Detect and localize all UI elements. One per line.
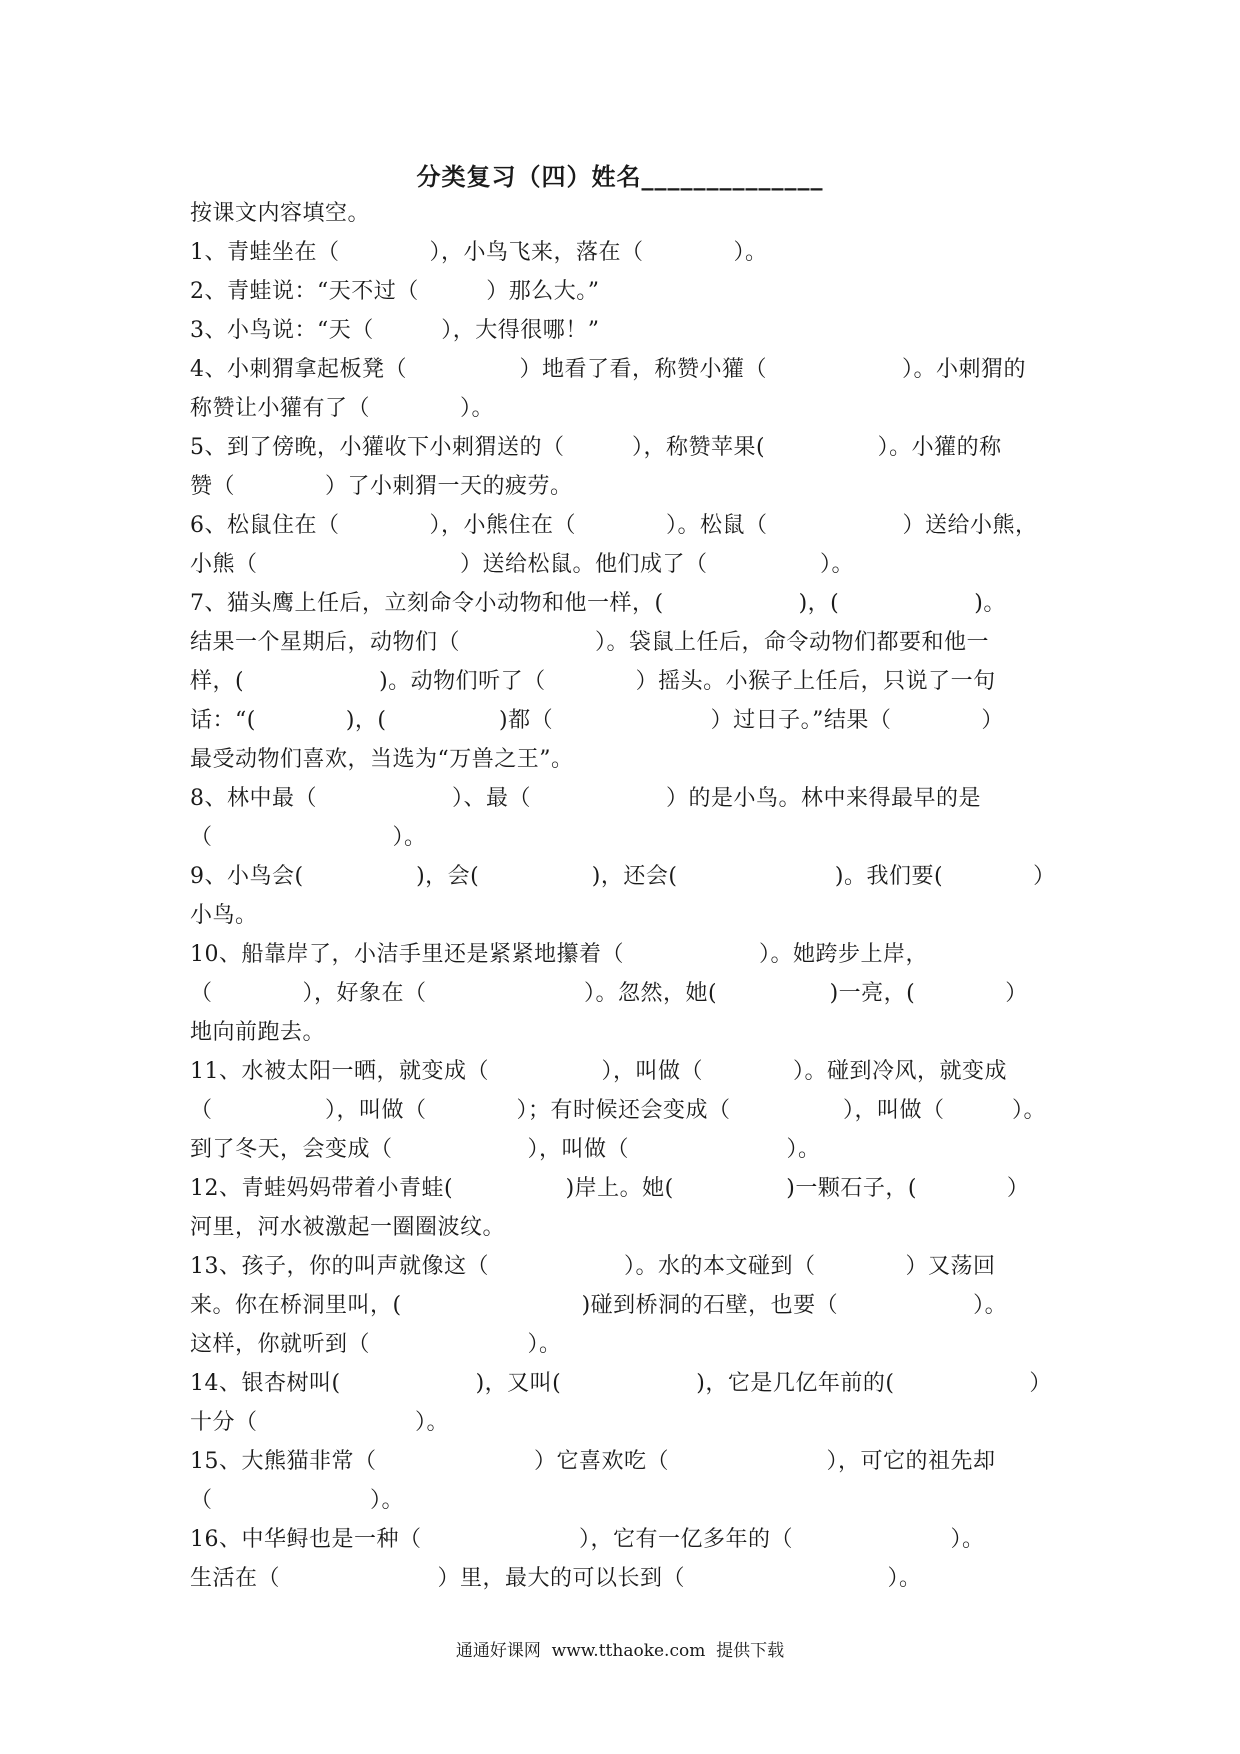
- question-line: 12、青蛙妈妈带着小青蛙( )岸上。她( )一颗石子，( ）: [190, 1176, 1030, 1201]
- question-line: 7、猫头鹰上任后，立刻命令小动物和他一样，( )，( )。: [190, 591, 1006, 616]
- question-line: 结果一个星期后，动物们（ ）。袋鼠上任后，命令动物们都要和他一: [190, 630, 990, 655]
- question-line: 十分（ ）。: [190, 1410, 450, 1435]
- footer-credit: 通通好课网 www.tthaoke.com 提供下载: [455, 1641, 785, 1661]
- question-line: 4、小刺猬拿起板凳（ ）地看了看，称赞小獾（ ）。小刺猬的: [190, 357, 1026, 382]
- question-line: 到了冬天，会变成（ ），叫做（ ）。: [190, 1137, 821, 1162]
- instruction-text: 按课文内容填空。: [190, 201, 371, 226]
- page-title: 分类复习（四）姓名______________: [416, 162, 824, 191]
- question-line: 小鸟。: [190, 903, 258, 928]
- question-line: 河里，河水被激起一圈圈波纹。: [190, 1215, 506, 1240]
- question-line: 话：“( )，( )都（ ）过日子。”结果（ ）: [190, 708, 1004, 733]
- question-line: 地向前跑去。: [190, 1020, 326, 1045]
- question-line: 这样，你就听到（ ）。: [190, 1332, 562, 1357]
- question-line: 5、到了傍晚，小獾收下小刺猬送的（ ），称赞苹果( ）。小獾的称: [190, 435, 1002, 460]
- question-line: 最受动物们喜欢，当选为“万兽之王”。: [190, 747, 574, 772]
- question-line: 10、船靠岸了，小洁手里还是紧紧地攥着（ ）。她跨步上岸，: [190, 942, 928, 967]
- question-line: （ ），叫做（ ）；有时候还会变成（ ），叫做（ ）。: [190, 1098, 1047, 1123]
- question-line: （ ）。: [190, 1488, 405, 1513]
- question-line: 小熊（ ）送给松鼠。他们成了（ ）。: [190, 552, 855, 577]
- question-line: 赞（ ）了小刺猬一天的疲劳。: [190, 474, 573, 499]
- question-line: （ ）。: [190, 825, 427, 850]
- question-line: 3、小鸟说：“天（ ），大得很哪！”: [190, 318, 600, 343]
- question-line: 14、银杏树叫( )，又叫( )，它是几亿年前的( ）: [190, 1371, 1052, 1396]
- question-line: 9、小鸟会( )，会( )，还会( )。我们要( ）: [190, 864, 1056, 889]
- question-line: 样，( )。动物们听了（ ）摇头。小猴子上任后，只说了一句: [190, 669, 996, 694]
- question-line: 2、青蛙说：“天不过（ ）那么大。”: [190, 279, 600, 304]
- question-line: 生活在（ ）里，最大的可以长到（ ）。: [190, 1566, 922, 1591]
- question-line: （ ），好象在（ ）。忽然，她( )一亮，( ）: [190, 981, 1028, 1006]
- question-line: 1、青蛙坐在（ ），小鸟飞来，落在（ ）。: [190, 240, 768, 265]
- question-line: 11、水被太阳一晒，就变成（ ），叫做（ ）。碰到冷风，就变成: [190, 1059, 1007, 1084]
- question-line: 13、孩子，你的叫声就像这（ ）。水的本文碰到（ ）又荡回: [190, 1254, 996, 1279]
- question-line: 称赞让小獾有了（ ）。: [190, 396, 495, 421]
- question-line: 8、林中最（ ）、最（ ）的是小鸟。林中来得最早的是: [190, 786, 981, 811]
- question-line: 6、松鼠住在（ ），小熊住在（ ）。松鼠（ ）送给小熊，: [190, 513, 1038, 538]
- question-line: 来。你在桥洞里叫，( )碰到桥洞的石壁，也要（ ）。: [190, 1293, 1008, 1318]
- question-line: 15、大熊猫非常（ ）它喜欢吃（ ），可它的祖先却: [190, 1449, 996, 1474]
- question-line: 16、中华鲟也是一种（ ），它有一亿多年的（ ）。: [190, 1527, 985, 1552]
